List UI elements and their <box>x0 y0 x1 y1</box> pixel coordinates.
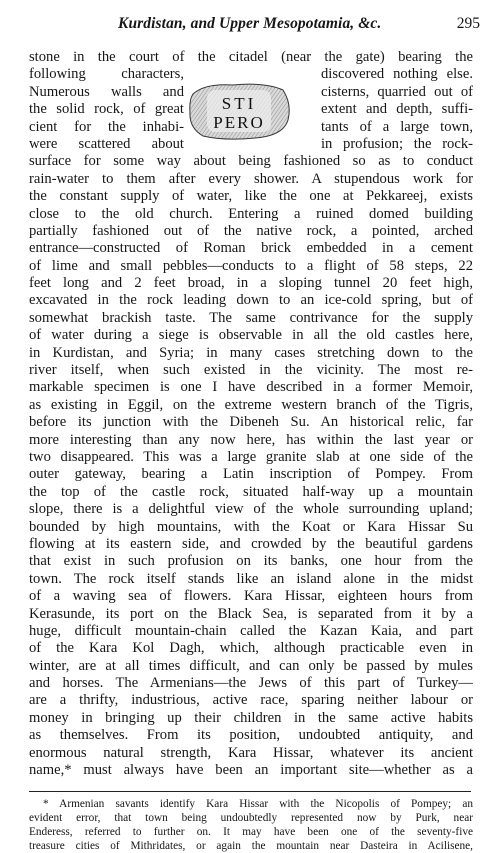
text-line: markable specimen is one I have described in a former Memoir, <box>29 379 473 396</box>
text-line: of the Kara Kol Dagh, which, although practicable even in <box>29 640 473 657</box>
text-line: in Kurdistan, and Syria; in many cases stretching down to the <box>29 344 473 361</box>
text-line: two disappeared. This was a large granite slab at one side of the <box>29 448 473 465</box>
text-line: huge, difficult mountain-chain called the Kazan Kaia, and part <box>29 622 473 639</box>
running-title: Kurdistan, and Upper Mesopotamia, &c. <box>118 15 382 32</box>
text-line: that exist in such profusion on its banks, one hour from the <box>29 553 473 570</box>
footnote-line: Enderess, referred to further on. It may have been one of the seventy-five <box>29 826 473 838</box>
footnote-line: * Armenian savants identify Kara Hissar with the Nicopolis of Pompey; an <box>43 798 473 810</box>
text-line: are a thrifty, industrious, active race, sparing neither labour or <box>29 692 473 709</box>
text-line-right: tants of a large town, <box>321 118 473 135</box>
text-line: entrance—constructed of Roman brick embedded in a cement <box>29 240 473 257</box>
footnote-line: evident error, that town being undoubtedly represented now by Purk, near <box>29 812 473 824</box>
footnote-line: treasure cities of Mithridates, or again the mountain near Dasteira in Acilisene, <box>29 840 473 852</box>
text-line: rain-water to them after every shower. A stupendous work for <box>29 170 473 187</box>
text-line: enormous natural strength, Kara Hissar, whatever its ancient <box>29 744 473 761</box>
text-line: of a waving sea of flowers. Kara Hissar, eighteen hours from <box>29 588 473 605</box>
text-line: outer gateway, bearing a Latin inscription of Pompey. From <box>29 466 473 483</box>
text-line: bounded by high mountains, with the Koat or Kara Hissar Su <box>29 518 473 535</box>
text-line-right: extent and depth, suffi- <box>321 101 473 118</box>
text-line: as existing in Eggil, on the extreme western branch of the Tigris, <box>29 396 473 413</box>
text-line: the top of the castle rock, situated half-way up a mountain <box>29 483 473 500</box>
text-line: flowing at its eastern side, and crowded by the beautiful gardens <box>29 535 473 552</box>
text-line: close to the old church. Entering a ruined domed building <box>29 205 473 222</box>
text-line: excavated in the rock leading down to an ice-cold spring, but of <box>29 292 473 309</box>
text-line: river itself, when such existed in the vicinity. The most re- <box>29 362 473 379</box>
text-row-around-figure <box>29 84 473 101</box>
text-row-around-figure <box>29 119 473 136</box>
text-line: of lime and small pebbles—conducts to a flight of 58 steps, 22 <box>29 257 473 274</box>
text-line-right: in profusion; the rock- <box>321 135 473 152</box>
page-number: 295 <box>456 15 480 32</box>
text-row-around-figure <box>29 101 473 118</box>
text-line: somewhat brackish taste. The same contrivance for the supply <box>29 309 473 326</box>
text-line: surface for some way about being fashioned so as to conduct <box>29 153 473 170</box>
footnote-rule <box>29 791 471 792</box>
text-line-left: Numerous walls and <box>29 83 184 100</box>
text-row-around-figure <box>29 136 473 153</box>
text-line: more interesting than any now here, has within the last year or <box>29 431 473 448</box>
text-line: the constant supply of water, like the one at Pekkareej, exists <box>29 188 473 205</box>
text-line: feet long and 2 feet broad, in a sloping tunnel 20 feet high, <box>29 275 473 292</box>
text-line-left: following characters, <box>29 66 184 83</box>
text-line: and horses. The Armenians—the Jews of this part of Turkey— <box>29 675 473 692</box>
text-line-left: the solid rock, of great <box>29 101 184 118</box>
text-line: before its junction with the Dibeneh Su. An historical relic, far <box>29 414 473 431</box>
text-line-right: discovered nothing else. <box>321 66 473 83</box>
text-row-around-figure <box>29 66 473 83</box>
text-line: partially fashioned out of the native rock, a pointed, arched <box>29 222 473 239</box>
text-line: of water during a siege is observable in all the old castles here, <box>29 327 473 344</box>
footnote <box>29 797 473 853</box>
body-text <box>29 49 473 779</box>
text-line: as themselves. From its position, undoubted antiquity, and <box>29 727 473 744</box>
text-line: stone in the court of the citadel (near the gate) bearing the <box>29 49 473 65</box>
text-line-left: were scattered about <box>29 135 184 152</box>
inscription-line-1: STI <box>221 94 257 113</box>
text-line: slope, there is a delightful view of the whole surrounding upland; <box>29 501 473 518</box>
running-header <box>28 15 480 37</box>
text-line: winter, are at all times difficult, and can only be passed by mules <box>29 657 473 674</box>
text-line: Kerasunde, its port on the Black Sea, is separated from it by a <box>29 605 473 622</box>
text-line: town. The rock itself stands like an island alone in the midst <box>29 570 473 587</box>
text-line-left: cient for the inhabi- <box>29 118 184 135</box>
text-line: name,* must always have been an important site—whether as a <box>29 762 473 779</box>
text-line-right: cisterns, quarried out of <box>321 83 473 100</box>
text-line: money in bringing up their children in the same active habits <box>29 709 473 726</box>
inscription-line-2: PERO <box>213 113 265 132</box>
